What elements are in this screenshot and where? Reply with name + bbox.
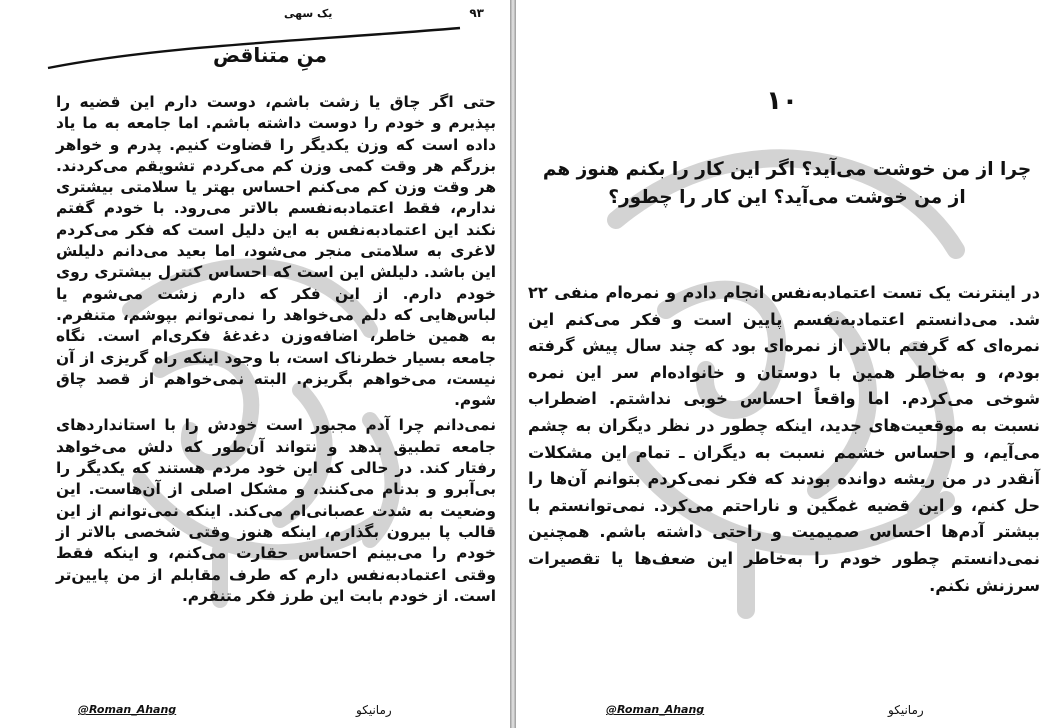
right-page [516,0,1042,728]
paragraph: در اینترنت یک تست اعتمادبه‌نفس انجام دادم و نمره‌ام منفی ۲۲ شد. می‌دانستم اعتمادبه‌نفسم پایین است و فکر می‌کنم این نمره‌ای که گرفتم بالاتر از نمره‌ای بود که چند سال پیش گرفته بودم، و به‌خاطر همین با دوستان و خانواده‌ام سر این نمره شوخی می‌کردم. اما واقعاً احساس خوبی نداشتم. اضطراب نسبت به موقعیت‌های جدید، اینکه چطور در نظر دیگران به چشم می‌آیم، و احساس خشمم نسبت به دیگران ـ تمام این مشکلات آنقدر در من ریشه دوانده بودند که فکر نمی‌کردم بتوانم آن‌ها را حل کنم، و این قضیه غمگین و ناراحتم می‌کرد. نمی‌توانستم با بیشتر آدم‌ها احساس صمیمیت و راحتی داشته باشم. همچنین نمی‌دانستم چطور خودم را به‌خاطر این ضعف‌ها یا تقصیرات سرزنش نکنم. [528,283,1040,595]
right-page-body [528,280,1040,599]
section-title: منِ متناقض [213,43,327,67]
chapter-number: ۱۰ [766,86,798,116]
footer-brand: رمانیکو [356,703,392,717]
paragraph: حتی اگر چاق یا زشت باشم، دوست دارم این قضیه را بپذیرم و خودم را دوست داشته باشم. اما جامعه به ما یاد داده است که وزن یکدیگر را قضاوت کنیم. پدرم و خواهر بزرگم هر وقت کمی وزن کم می‌کردم تشویقم می‌کردند. هر وقت وزن کم می‌کنم احساس بهتر یا سلامتی بیشتری ندارم، فقط اعتمادبه‌نفسم بالاتر می‌رود. با خودم گفتم نکند این اعتمادبه‌نفس به این دلیل است که فکر می‌کردم لاغری به سلامتی منجر می‌شود، اما بعید می‌دانم دلیلش این باشد. دلیلش این است که احساس کنترل بیشتری روی خودم دارم. از این فکر که دارم زشت می‌شوم یا لباس‌هایی که دلم می‌خواهد را نمی‌توانم بپوشم، متنفرم. به همین خاطر، اضافه‌وزن دغدغهٔ فکری‌ام است. نگاه جامعه بسیار خطرناک است، با وجود اینکه راه گریزی از آن نیست، می‌خواهم بگریزم. البته نمی‌خواهم از قصد چاق شوم. [56,93,496,410]
left-page [0,0,510,728]
paragraph: نمی‌دانم چرا آدم مجبور است خودش را با استانداردهای جامعه تطبیق بدهد و نتواند آن‌طور که دلش می‌خواهد رفتار کند. در حالی که این خود مردم هستند که یکدیگر را بی‌آبرو و بدنام می‌کنند، و مشکل اصلی از آن‌هاست. این وضعیت به شدت عصبانی‌ام می‌کند. اینکه نمی‌توانم از این قالب پا بیرون بگذارم، اینکه هنوز وقتی شخصی بالاتر از خودم را می‌بینم احساس حقارت می‌کنم، و اینکه فقط وقتی اعتمادبه‌نفس دارم که طرف مقابلم از من پایین‌تر است. از خودم بابت این طرز فکر متنفرم. [56,416,496,605]
page-number: ۹۳ [469,6,484,20]
footer-handle: @Roman_Ahang [606,703,705,716]
left-page-body [56,92,496,611]
footer-brand: رمانیکو [888,703,924,717]
footer-handle: @Roman_Ahang [78,703,177,716]
chapter-title: چرا از من خوشت می‌آید؟ اگر این کار را بکنم هنوز هم از من خوشت می‌آید؟ این کار را چطور؟ [542,159,1032,208]
running-head-title: یک سهی [284,6,333,20]
